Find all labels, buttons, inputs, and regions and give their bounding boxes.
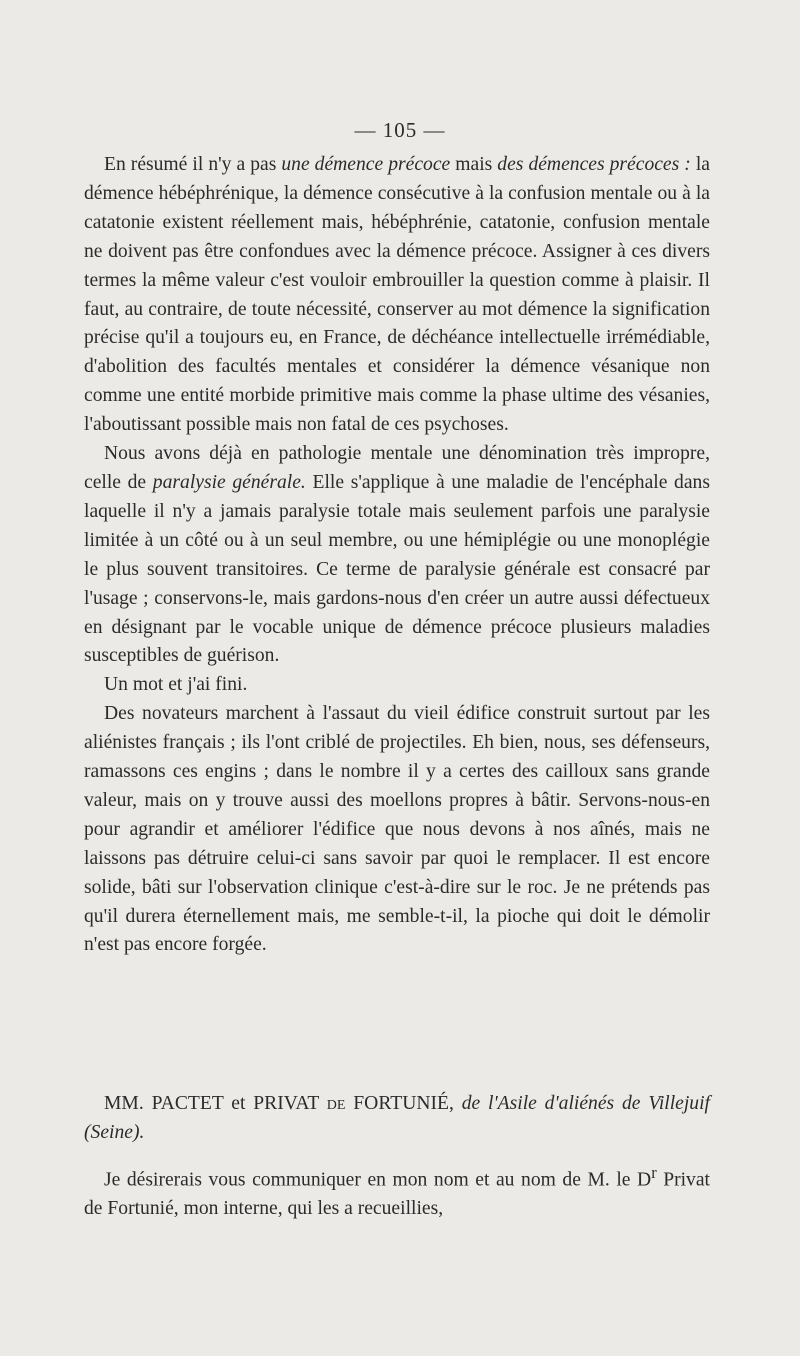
text-run: Elle s'applique à une maladie de l'encéphale dans laquelle il n'y a jamais paralysie totale mais seulement parfois une paralysie limitée à un côté ou à un seul membre, ou une hémiplégie ou une monoplégie le plus souvent transitoires. Ce terme de paralysie générale est consacré par l'usage ; conservons-le, mais gardons-nous d'en créer un autre aussi défectueux en désignant par le vocable unique de démence précoce plusieurs maladies susceptibles de guérison. — [84, 471, 710, 667]
page-number: — 105 — — [354, 118, 446, 142]
authors-line — [84, 1090, 710, 1148]
italic-term: une démence précoce — [281, 154, 451, 175]
text-run: mais — [450, 154, 498, 175]
paragraph-summary — [84, 151, 710, 440]
paragraph-un-mot: Un mot et j'ai fini. — [104, 674, 248, 696]
paragraph-novateurs: Des novateurs marchent à l'assaut du vieil édifice construit surtout par les aliénistes français ; ils l'ont criblé de projectiles. Eh bien, nous, ses défenseurs, ramassons ces engins ; dans le nombre il y a certes des cailloux sans grande valeur, mais on y trouve aussi des moellons propres à bâtir. Servons-nous-en pour agrandir et améliorer l'édifice que nous devons à nos aînés, mais ne laissons pas détruire celui-ci sans savoir par quoi le remplacer. Il est encore solide, bâti sur l'observation clinique c'est-à-dire sur le roc. Je ne prétends pas qu'il durera éternellement mais, me semble-t-il, la pioche qui doit le démolir n'est pas encore forgée. — [84, 703, 710, 956]
paragraph-closing — [84, 1159, 710, 1224]
closing-text — [84, 1159, 710, 1224]
text-run: Privat de Fortunié, mon interne, qui les a recueillies, — [84, 1169, 710, 1220]
superscript-r: r — [651, 1163, 657, 1182]
text-run: Je désirerais vous communiquer en mon nom et au nom de M. le D — [104, 1169, 652, 1191]
text-run: la démence hébéphrénique, la démence consécutive à la confusion mentale ou à la catatonie existent réellement mais, hébéphrénie, catatonie, confusion mentale ne doivent pas être confondues avec la démence précoce. Assigner à ces divers termes la même valeur c'est vouloir embrouiller la question comme à plaisir. Il faut, au contraire, de toute nécessité, conserver au mot démence la signification précise qu'il a toujours eu, en France, de déchéance intellectuelle irrémédiable, d'abolition des facultés mentales et considérer la démence vésanique non comme une entité morbide primitive mais comme la phase ultime des vésanies, l'aboutissant possible mais non fatal de ces psychoses. — [84, 154, 710, 436]
body-text — [84, 151, 710, 960]
paragraph-paralysie — [84, 440, 710, 671]
authors-particle: de — [326, 1093, 346, 1114]
communication-heading — [84, 1090, 710, 1148]
italic-term: des démences précoces : — [497, 154, 691, 175]
authors-surname: FORTUNIÉ, — [345, 1093, 454, 1114]
authors-names: MM. PACTET et PRIVAT — [104, 1093, 327, 1114]
text-run: En résumé il n'y a pas — [104, 154, 282, 175]
italic-term: paralysie générale. — [152, 471, 306, 493]
text-run: Nous avons déjà en pathologie mentale une dénomination très impropre, celle de — [84, 443, 710, 493]
authors-affiliation: de l'Asile d'aliénés de Villejuif (Seine). — [84, 1093, 710, 1143]
